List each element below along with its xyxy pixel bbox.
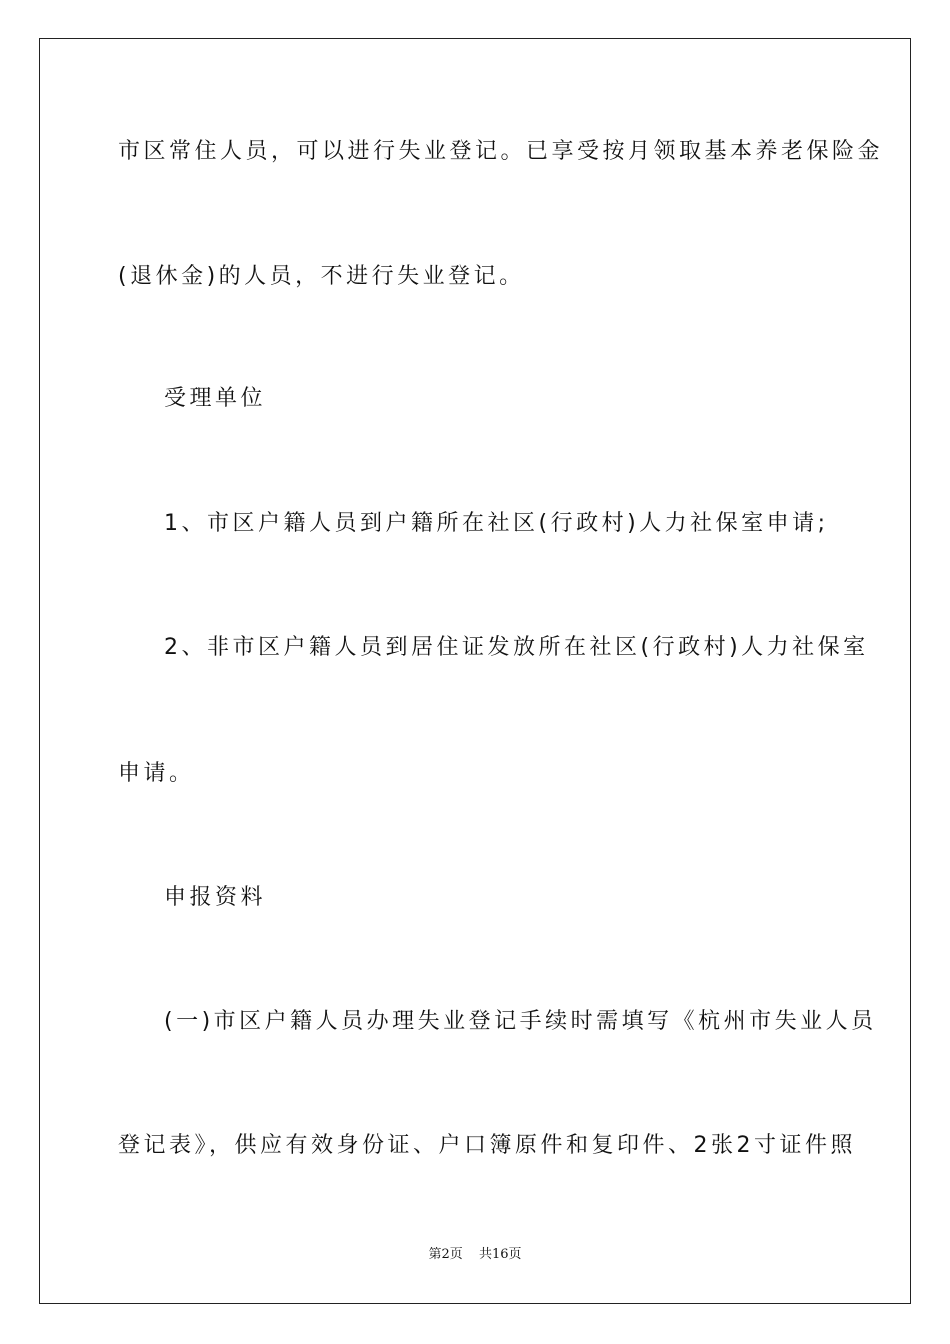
body-text-line-2: (退休金)的人员，不进行失业登记。 (118, 264, 525, 289)
section-heading-acceptance-unit: 受理单位 (164, 386, 267, 411)
section-heading-application-materials: 申报资料 (164, 885, 267, 910)
body-text-line-9: 登记表》，供应有效身份证、户口簿原件和复印件、2张2寸证件照 (118, 1133, 856, 1158)
page-number-current: 第2页 (428, 1247, 463, 1262)
page-border (39, 38, 911, 1304)
body-text-line-4: 1、市区户籍人员到户籍所在社区(行政村)人力社保室申请; (164, 511, 829, 536)
body-text-line-8: (一)市区户籍人员办理失业登记手续时需填写《杭州市失业人员 (164, 1009, 877, 1034)
body-text-line-5: 2、非市区户籍人员到居住证发放所在社区(行政村)人力社保室 (164, 635, 869, 660)
page-footer (0, 1247, 950, 1263)
body-text-line-6: 申请。 (118, 761, 195, 786)
body-text-line-1: 市区常住人员，可以进行失业登记。已享受按月领取基本养老保险金 (118, 139, 884, 164)
page-number-total: 共16页 (478, 1247, 522, 1262)
